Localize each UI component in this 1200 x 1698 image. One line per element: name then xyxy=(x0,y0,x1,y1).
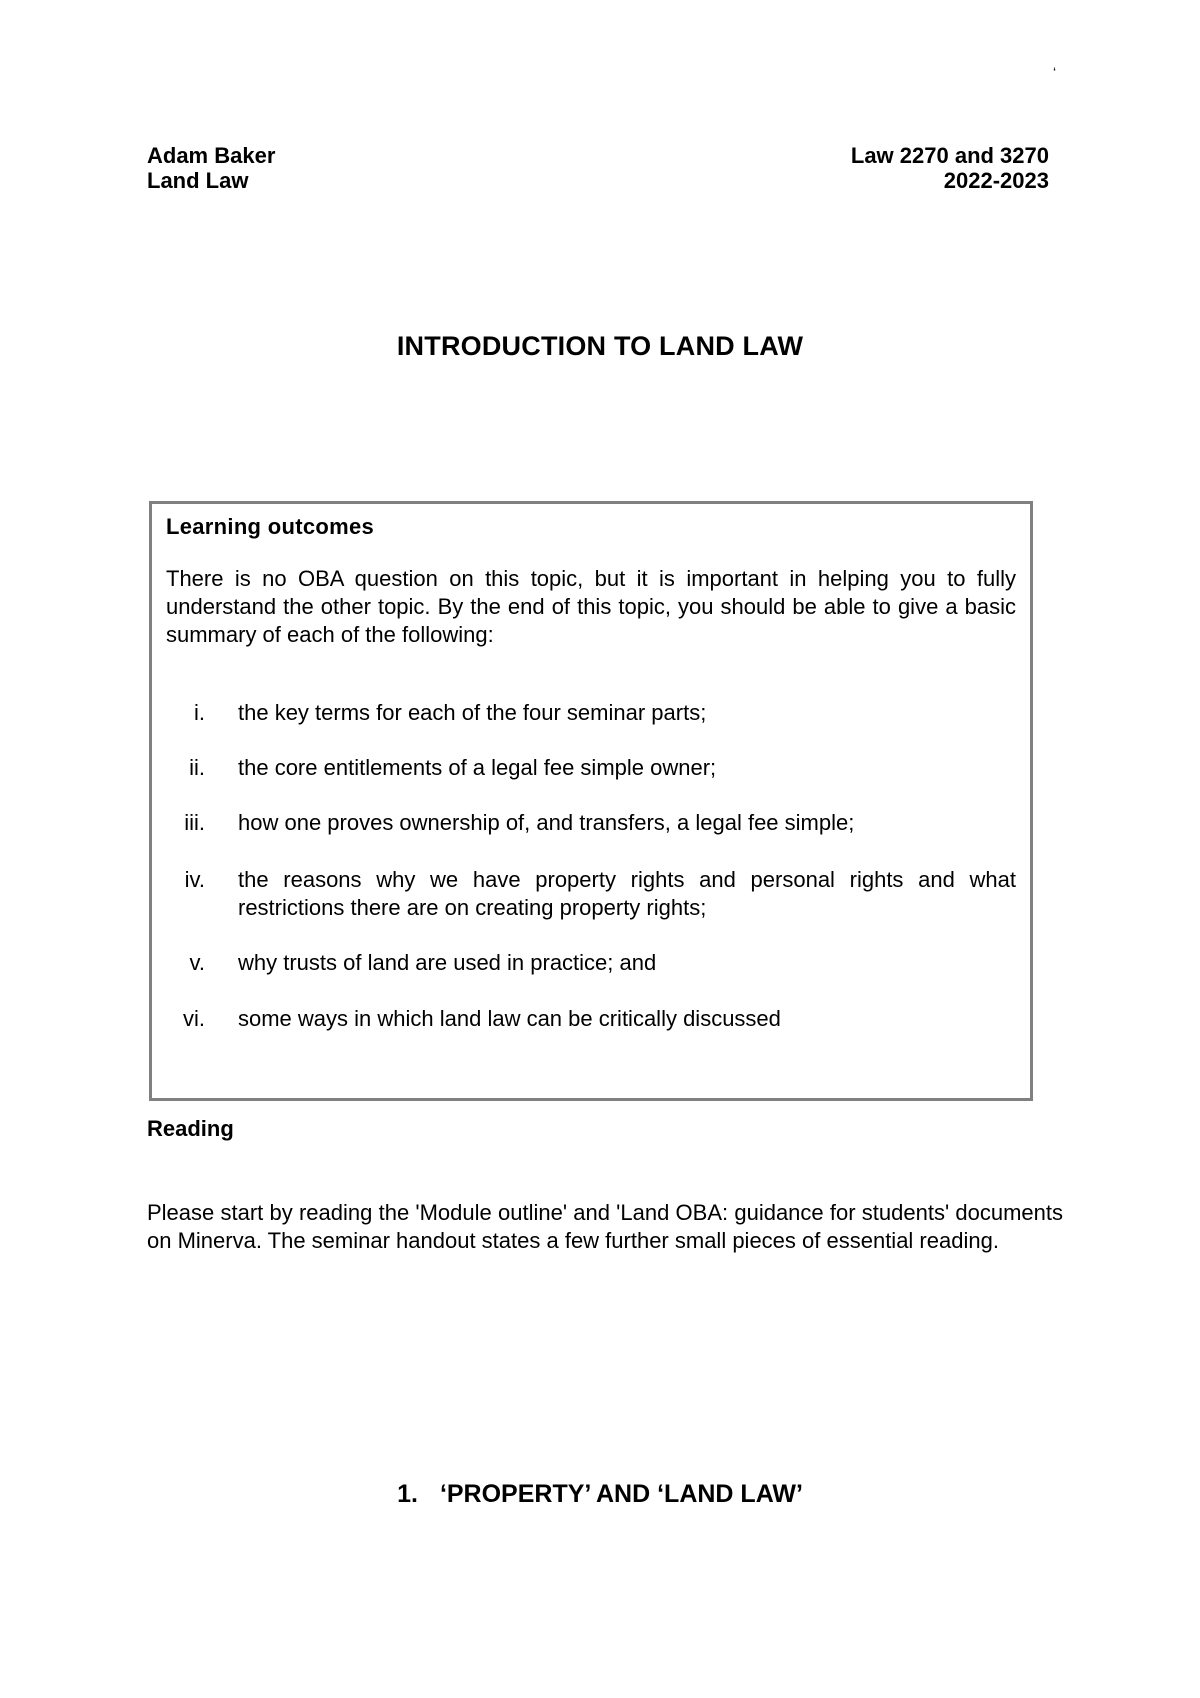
section-number: 1. xyxy=(397,1480,418,1508)
list-item-text: how one proves ownership of, and transfers, a legal fee simple; xyxy=(238,810,855,835)
course-code: Law 2270 and 3270 xyxy=(850,143,1049,168)
list-item-text: some ways in which land law can be critically discussed xyxy=(238,1006,781,1031)
list-item-number: iii. xyxy=(184,810,205,835)
academic-year: 2022-2023 xyxy=(943,168,1049,193)
section-title: ‘PROPERTY’ AND ‘LAND LAW’ xyxy=(439,1480,803,1508)
list-item-number: i. xyxy=(194,700,205,725)
list-item-text: the key terms for each of the four seminar parts; xyxy=(238,700,707,725)
section-heading xyxy=(0,1480,1200,1509)
learning-outcomes-box xyxy=(149,501,1033,1101)
author-name: Adam Baker xyxy=(147,143,276,168)
list-item-number: vi. xyxy=(183,1006,205,1031)
learning-outcomes-heading: Learning outcomes xyxy=(166,514,375,539)
document-title: INTRODUCTION TO LAND LAW xyxy=(396,331,804,361)
list-item-number: ii. xyxy=(189,755,205,780)
learning-outcomes-intro: There is no OBA question on this topic, but it is important in helping you to fully understand the other topic. By the end of this topic, you should be able to give a basic summary of each of the following: xyxy=(166,566,1016,647)
header-right xyxy=(851,143,1049,193)
list-item-text: why trusts of land are used in practice; and xyxy=(238,950,657,975)
page-mark: ‘ xyxy=(1053,64,1057,80)
header-left xyxy=(147,143,275,193)
reading-text: Please start by reading the 'Module outline' and 'Land OBA: guidance for students' documents on Minerva. The seminar handout states a few further small pieces of essential reading. xyxy=(147,1200,1063,1253)
list-item-text: the core entitlements of a legal fee simple owner; xyxy=(238,755,717,780)
list-item-text: the reasons why we have property rights and personal rights and what restrictions there are on creating property rights; xyxy=(238,867,1016,920)
list-item-number: iv. xyxy=(184,867,205,892)
subject-name: Land Law xyxy=(147,168,249,193)
reading-heading: Reading xyxy=(147,1116,234,1141)
list-item-number: v. xyxy=(189,950,205,975)
